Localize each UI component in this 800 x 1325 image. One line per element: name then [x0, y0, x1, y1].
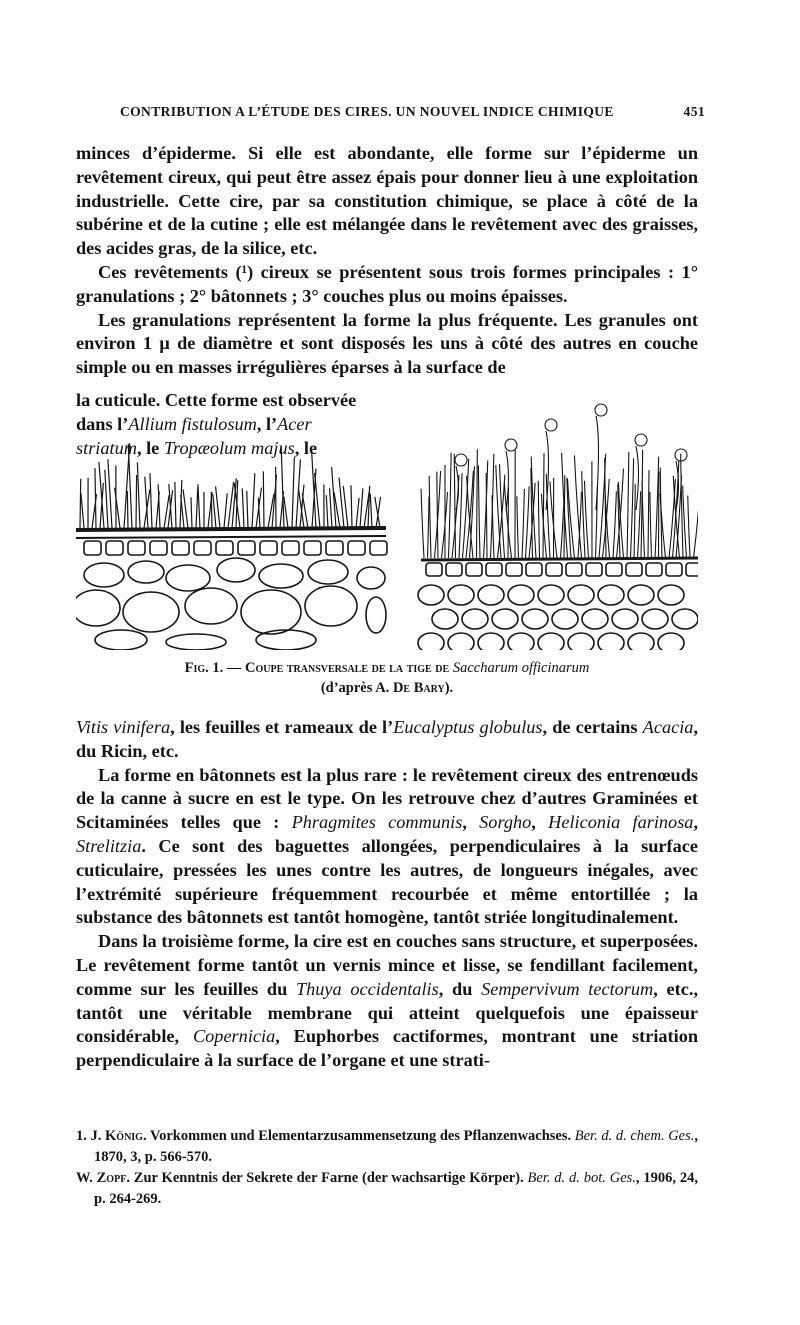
running-header	[120, 104, 705, 120]
figure-saccharum-section	[76, 400, 698, 650]
wrap-line-1: la cuticule. Cette forme est observée	[76, 390, 357, 410]
paragraph-5: La forme en bâtonnets est la plus rare : le revêtement cireux des entrenœuds de la canne à sucre en est le type. On les retrouve chez d’autres Graminées et Scitaminées telles que : Phragmites communis, Sorgho, Heliconia farinosa, Strelitzia. Ce sont des baguettes allongées, perpendiculaires à la surface cuticulaire, pressées les unes contre les autres, de longueurs inégales, avec l’extrémité supérieure fréquemment recourbée et même entortillée ; la substance des bâtonnets est tantôt homogène, tantôt striée longitudinalement.	[76, 764, 699, 928]
cells-right	[418, 563, 698, 650]
paragraph-6: Dans la troisième forme, la cire est en couches sans structure, et superposées. Le revêtement forme tantôt un vernis mince et lisse, se fendillant facilement, comme sur les feuilles du Thuya occidentalis, du Sempervivum tectorum, etc., tantôt une véritable membrane qui atteint quelquefois une épaisseur considérable, Copernicia, Euphorbes cactiformes, montrant une striation perpendiculaire à la surface de l’organe et une strati-	[76, 931, 699, 1071]
footnote-1: 1. J. König. Vorkommen und Elementarzusammensetzung des Pflanzenwachses. Ber. d. d. chem. Ges., 1870, 3, p. 566-570.	[76, 1128, 698, 1165]
figure-right-panel	[418, 404, 698, 650]
figure-caption: Fig. 1. — Coupe transversale de la tige de Saccharum officinarum (d’après A. De Bary).	[184, 660, 590, 696]
paragraph-4: Vitis vinifera, les feuilles et rameaux de l’Eucalyptus globulus, de certains Acacia, du Ricin, etc.	[76, 717, 699, 761]
wrap-line-2: dans l’Allium fistulosum, l’Acer	[76, 413, 312, 434]
header-title: CONTRIBUTION A L’ÉTUDE DES CIRES. UN NOUVEL INDICE CHIMIQUE	[120, 104, 614, 119]
wax-rods-right	[421, 404, 698, 558]
footnotes	[76, 1126, 698, 1210]
footnote-2: W. Zopf. Zur Kenntnis der Sekrete der Farne (der wachsartige Körper). Ber. d. d. bot. Ges., 1906, 24, p. 264-269.	[76, 1170, 698, 1207]
figure-left-panel	[76, 443, 387, 650]
page-number: 451	[683, 104, 705, 119]
paragraph-1: minces d’épiderme. Si elle est abondante, elle forme sur l’épiderme un revêtement cireux, qui peut être assez épais pour donner lieu à une exploitation industrielle. Cette cire, par sa constitution chimique, se place à côté de la subérine et de la cutine ; elle est mélangée dans le revêtement avec des graisses, des acides gras, de la silice, etc.	[76, 143, 698, 259]
text-block-top	[76, 142, 698, 380]
paragraph-2: Ces revêtements (¹) cireux se présentent sous trois formes principales : 1° granulations ; 2° bâtonnets ; 3° couches plus ou moins épaisses.	[76, 261, 698, 306]
wrap-line-3: striatum, le Tropæolum majus, le	[76, 437, 318, 458]
text-block-bottom	[76, 716, 698, 1073]
paragraph-3: Les granulations représentent la forme la plus fréquente. Les granules ont environ 1 μ de diamètre et sont disposés les uns à côté des autres en couche simple ou en masses irrégulières éparses à la surface de	[76, 309, 698, 378]
